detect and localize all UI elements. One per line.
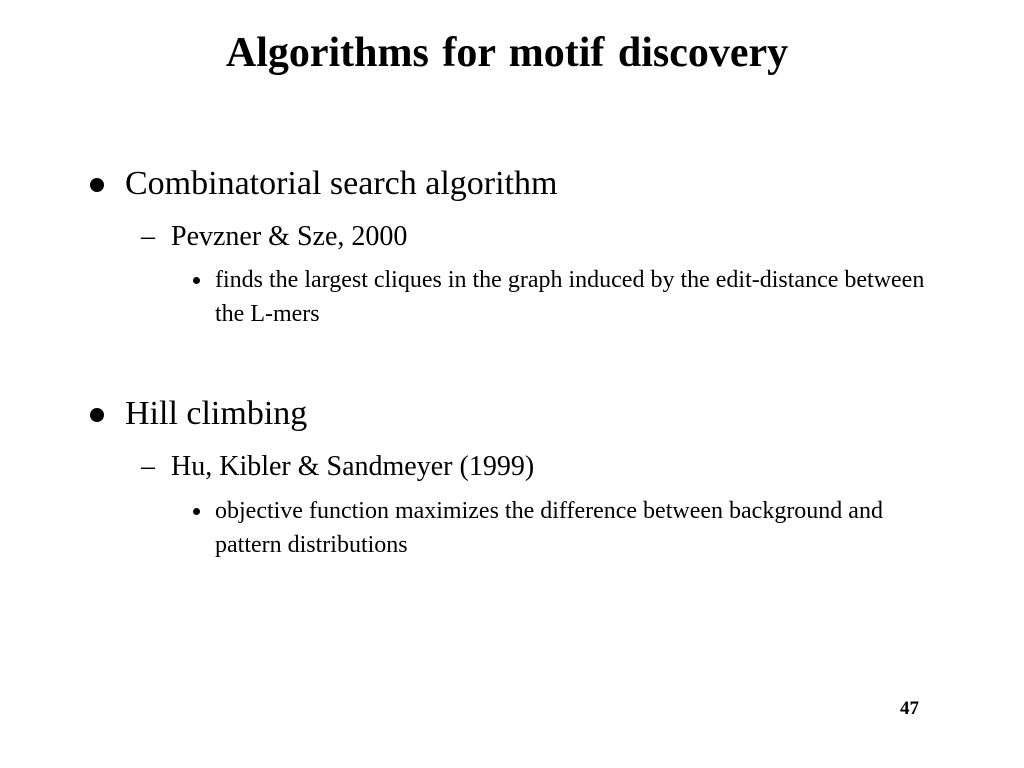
bullet-heading: Combinatorial search algorithm xyxy=(125,165,558,202)
page-number: 47 xyxy=(900,698,919,719)
detail-text: finds the largest cliques in the graph induced by the edit-distance between the L-mers xyxy=(215,267,925,327)
detail-text: objective function maximizes the difference between background and pattern distributions xyxy=(215,498,883,558)
small-bullet-dot-icon xyxy=(193,508,200,515)
dash-bullet-icon: – xyxy=(141,221,155,252)
slide-title: Algorithms for motif discovery xyxy=(225,30,789,76)
sub-bullet-text: Pevzner & Sze, 2000 xyxy=(171,221,408,252)
bullet-dot-icon xyxy=(90,408,104,422)
sub-bullet-text: Hu, Kibler & Sandmeyer (1999) xyxy=(171,451,535,482)
bullet-dot-icon xyxy=(90,178,104,192)
bullet-heading: Hill climbing xyxy=(125,395,308,432)
dash-bullet-icon: – xyxy=(141,451,155,482)
small-bullet-dot-icon xyxy=(193,277,200,284)
